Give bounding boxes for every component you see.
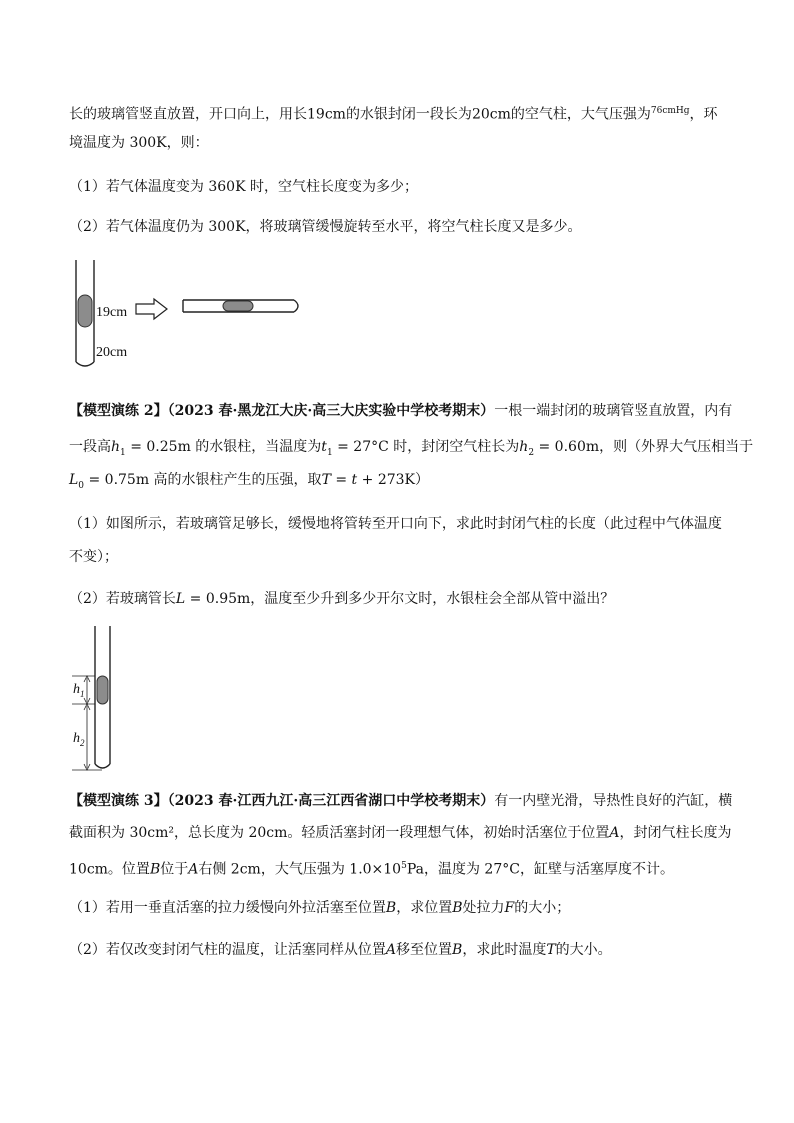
var: h bbox=[111, 439, 121, 455]
problem2-question2 bbox=[69, 589, 614, 609]
sub: 1 bbox=[120, 447, 126, 458]
var: T bbox=[546, 942, 556, 958]
pressure-value: 76cmHg bbox=[650, 106, 690, 116]
text: 19cm bbox=[307, 106, 346, 123]
text: 一根一端封闭的玻璃管竖直放置，内有 bbox=[494, 403, 733, 419]
problem3-source: （2023 春·江西九江·高三江西省湖口中学校考期末） bbox=[167, 793, 495, 809]
problem1-question2: （2）若气体温度仍为 300K，将玻璃管缓慢旋转至水平，将空气柱长度又是多少。 bbox=[69, 219, 582, 235]
sup: 5 bbox=[401, 861, 407, 871]
text: 的水银封闭一段长为 bbox=[345, 106, 472, 123]
problem3-title: 【模型演练 3】 bbox=[69, 793, 168, 809]
text: ，封闭气柱长度为 bbox=[619, 825, 732, 841]
text: ，求位置 bbox=[396, 900, 453, 916]
var: L bbox=[69, 472, 79, 488]
problem1-line2: 境温度为 300K，则： bbox=[69, 135, 209, 151]
var: B bbox=[452, 942, 463, 958]
text: = 27°C 时，封闭空气柱长为 bbox=[332, 439, 520, 455]
text: ，求此时温度 bbox=[462, 942, 547, 958]
text: 的大小。 bbox=[555, 942, 612, 958]
sub: 1 bbox=[80, 688, 85, 699]
var: B bbox=[149, 861, 161, 878]
text: （1）若用一垂直活塞的拉力缓慢向外拉活塞至位置 bbox=[69, 900, 386, 916]
var: A bbox=[385, 942, 397, 958]
problem3-line3 bbox=[69, 856, 674, 880]
var: A bbox=[609, 825, 620, 841]
text: Pa，温度为 27°C，缸壁与活塞厚度不计。 bbox=[406, 861, 674, 878]
air-length-label: 20cm bbox=[96, 345, 128, 360]
text: 位于 bbox=[160, 861, 189, 878]
problem2-line2 bbox=[69, 437, 753, 463]
text: 有一内壁光滑，导热性良好的汽缸，横 bbox=[494, 793, 733, 809]
var: B bbox=[452, 900, 463, 916]
sub: 2 bbox=[528, 447, 535, 458]
var: h bbox=[73, 731, 80, 746]
text: 20cm bbox=[471, 106, 511, 123]
text: 右侧 2cm，大气压强为 1.0×10 bbox=[198, 861, 402, 878]
problem2-source: （2023 春·黑龙江大庆·高三大庆实验中学校考期末） bbox=[167, 403, 495, 419]
var: F bbox=[504, 900, 515, 916]
text: 截面积为 30cm²，总长度为 20cm。轻质活塞封闭一段理想气体，初始时活塞位于位置 bbox=[69, 825, 610, 841]
text: 长的玻璃管竖直放置，开口向上，用长 bbox=[69, 106, 307, 123]
var: t bbox=[351, 472, 358, 488]
sub: 0 bbox=[78, 480, 85, 491]
text: （2）若仅改变封闭气柱的温度，让活塞同样从位置 bbox=[69, 942, 386, 958]
text: = 0.95m，温度至少升到多少开尔文时，水银柱会全部从管中溢出？ bbox=[185, 591, 615, 607]
var: B bbox=[385, 900, 397, 916]
text: （2）若玻璃管长 bbox=[69, 591, 176, 607]
h1-label bbox=[73, 682, 85, 699]
problem3-question1 bbox=[69, 898, 570, 918]
text: 移至位置 bbox=[396, 942, 453, 958]
text: = 0.75m 高的水银柱产生的压强，取 bbox=[84, 472, 322, 488]
mercury-column bbox=[97, 676, 108, 704]
mercury-column bbox=[78, 295, 92, 327]
problem2-line3 bbox=[69, 470, 429, 496]
text: ，环 bbox=[689, 106, 718, 123]
vertical-tube bbox=[76, 260, 94, 366]
text: 一段高 bbox=[69, 439, 111, 455]
figure-tube-vertical bbox=[62, 624, 122, 774]
var: h bbox=[519, 439, 529, 455]
text: 的大小； bbox=[514, 900, 571, 916]
text: + 273K） bbox=[357, 472, 429, 488]
sub: 2 bbox=[80, 737, 85, 748]
problem3-question2 bbox=[69, 940, 612, 960]
var: L bbox=[175, 591, 186, 607]
text: = 0.60m，则（外界大气压相当于 bbox=[534, 439, 754, 455]
problem3-line2 bbox=[69, 823, 732, 843]
arrow-right-icon bbox=[136, 299, 167, 319]
problem1-line1 bbox=[69, 101, 718, 125]
var: A bbox=[188, 861, 199, 878]
var: T bbox=[321, 472, 331, 488]
problem2-title: 【模型演练 2】 bbox=[69, 403, 168, 419]
sub: 1 bbox=[326, 447, 333, 458]
var: t bbox=[321, 439, 327, 455]
problem2-question1-line2: 不变）； bbox=[69, 549, 118, 565]
text: 处拉力 bbox=[462, 900, 505, 916]
text: 10cm。位置 bbox=[69, 861, 150, 878]
var: h bbox=[73, 682, 80, 697]
text: = 0.25m 的水银柱，当温度为 bbox=[125, 439, 322, 455]
h2-label bbox=[73, 731, 85, 748]
problem3-line1 bbox=[69, 791, 732, 811]
mercury-length-label: 19cm bbox=[96, 305, 128, 320]
problem2-question1-line1: （1）如图所示，若玻璃管足够长，缓慢地将管转至开口向下，求此时封闭气柱的长度（此过程中气体温度 bbox=[69, 516, 722, 532]
problem1-question1: （1）若气体温度变为 360K 时，空气柱长度变为多少； bbox=[69, 179, 418, 195]
text: 的空气柱，大气压强为 bbox=[510, 106, 651, 123]
horizontal-tube bbox=[183, 300, 298, 312]
problem2-line1 bbox=[69, 401, 732, 421]
text: = bbox=[330, 472, 352, 488]
